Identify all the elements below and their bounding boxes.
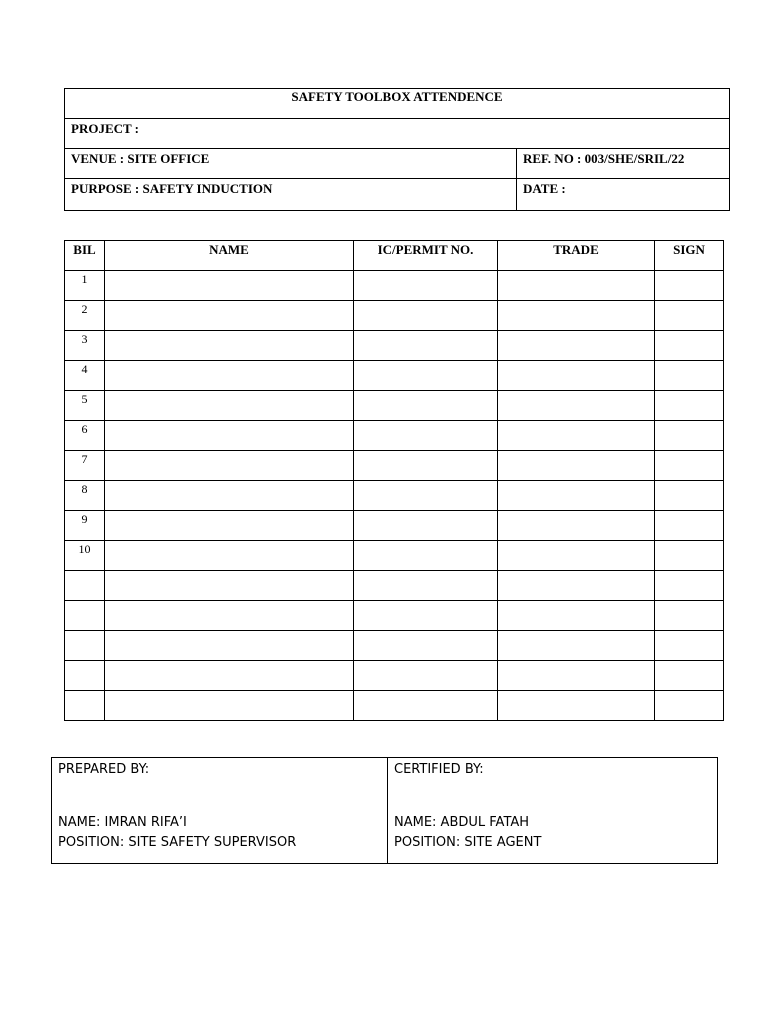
ic-permit-cell bbox=[354, 301, 498, 331]
bil-cell: 4 bbox=[65, 361, 105, 391]
sign-cell bbox=[655, 571, 724, 601]
sign-cell bbox=[655, 361, 724, 391]
trade-cell bbox=[498, 391, 655, 421]
name-cell bbox=[105, 541, 354, 571]
trade-cell bbox=[498, 451, 655, 481]
sign-cell bbox=[655, 391, 724, 421]
table-row bbox=[65, 661, 724, 691]
ic-permit-cell bbox=[354, 271, 498, 301]
column-header-trade: TRADE bbox=[498, 241, 655, 271]
column-header-name: NAME bbox=[105, 241, 354, 271]
bil-cell bbox=[65, 571, 105, 601]
sign-cell bbox=[655, 271, 724, 301]
table-row bbox=[65, 601, 724, 631]
ic-permit-cell bbox=[354, 511, 498, 541]
name-cell bbox=[105, 571, 354, 601]
table-row bbox=[65, 331, 724, 361]
sign-cell bbox=[655, 481, 724, 511]
trade-cell bbox=[498, 331, 655, 361]
ic-permit-cell bbox=[354, 631, 498, 661]
table-row bbox=[65, 421, 724, 451]
bil-cell: 2 bbox=[65, 301, 105, 331]
name-cell bbox=[105, 271, 354, 301]
prepared-by-position: POSITION: SITE SAFETY SUPERVISOR bbox=[58, 835, 297, 850]
bil-cell bbox=[65, 601, 105, 631]
certified-by-position: POSITION: SITE AGENT bbox=[394, 835, 542, 850]
ic-permit-cell bbox=[354, 661, 498, 691]
bil-cell: 8 bbox=[65, 481, 105, 511]
table-row bbox=[65, 301, 724, 331]
ic-permit-cell bbox=[354, 331, 498, 361]
project-field: PROJECT : bbox=[71, 121, 140, 136]
sign-cell bbox=[655, 691, 724, 721]
trade-cell bbox=[498, 511, 655, 541]
ic-permit-cell bbox=[354, 601, 498, 631]
name-cell bbox=[105, 421, 354, 451]
name-cell bbox=[105, 391, 354, 421]
bil-cell: 6 bbox=[65, 421, 105, 451]
purpose-row bbox=[65, 179, 729, 210]
bil-cell bbox=[65, 661, 105, 691]
table-row bbox=[65, 271, 724, 301]
sign-cell bbox=[655, 631, 724, 661]
column-header-sign: SIGN bbox=[655, 241, 724, 271]
date-field: DATE : bbox=[523, 181, 566, 196]
name-cell bbox=[105, 691, 354, 721]
certified-by-name: NAME: ABDUL FATAH bbox=[394, 815, 530, 830]
bil-cell: 3 bbox=[65, 331, 105, 361]
trade-cell bbox=[498, 631, 655, 661]
name-cell bbox=[105, 451, 354, 481]
prepared-by-heading: PREPARED BY: bbox=[58, 762, 150, 777]
form-title: SAFETY TOOLBOX ATTENDENCE bbox=[291, 89, 503, 104]
name-cell bbox=[105, 361, 354, 391]
table-row bbox=[65, 481, 724, 511]
trade-cell bbox=[498, 691, 655, 721]
bil-cell: 7 bbox=[65, 451, 105, 481]
ic-permit-cell bbox=[354, 481, 498, 511]
prepared-by-name: NAME: IMRAN RIFA’I bbox=[58, 815, 187, 830]
ic-permit-cell bbox=[354, 361, 498, 391]
bil-cell bbox=[65, 631, 105, 661]
bil-cell: 10 bbox=[65, 541, 105, 571]
ic-permit-cell bbox=[354, 391, 498, 421]
bil-cell bbox=[65, 691, 105, 721]
certified-by-heading: CERTIFIED BY: bbox=[394, 762, 484, 777]
trade-cell bbox=[498, 481, 655, 511]
purpose-field: PURPOSE : SAFETY INDUCTION bbox=[65, 179, 517, 210]
prepared-by-section bbox=[52, 758, 388, 863]
trade-cell bbox=[498, 661, 655, 691]
sign-cell bbox=[655, 601, 724, 631]
name-cell bbox=[105, 631, 354, 661]
sign-cell bbox=[655, 331, 724, 361]
ic-permit-cell bbox=[354, 571, 498, 601]
form-header bbox=[64, 88, 730, 211]
table-row bbox=[65, 631, 724, 661]
certified-by-section bbox=[388, 758, 717, 863]
column-header-bil: BIL bbox=[65, 241, 105, 271]
sign-cell bbox=[655, 511, 724, 541]
trade-cell bbox=[498, 601, 655, 631]
ic-permit-cell bbox=[354, 421, 498, 451]
table-row bbox=[65, 691, 724, 721]
sign-cell bbox=[655, 541, 724, 571]
bil-cell: 5 bbox=[65, 391, 105, 421]
sign-cell bbox=[655, 451, 724, 481]
table-row bbox=[65, 361, 724, 391]
venue-row bbox=[65, 149, 729, 179]
sign-cell bbox=[655, 661, 724, 691]
ic-permit-cell bbox=[354, 691, 498, 721]
trade-cell bbox=[498, 541, 655, 571]
bil-cell: 9 bbox=[65, 511, 105, 541]
name-cell bbox=[105, 331, 354, 361]
venue-field: VENUE : SITE OFFICE bbox=[65, 149, 517, 178]
table-row bbox=[65, 451, 724, 481]
trade-cell bbox=[498, 571, 655, 601]
project-row bbox=[65, 119, 729, 149]
column-header-ic-permit: IC/PERMIT NO. bbox=[354, 241, 498, 271]
table-row bbox=[65, 511, 724, 541]
ref-no-field: REF. NO : 003/SHE/SRIL/22 bbox=[523, 151, 685, 166]
trade-cell bbox=[498, 271, 655, 301]
ic-permit-cell bbox=[354, 451, 498, 481]
bil-cell: 1 bbox=[65, 271, 105, 301]
name-cell bbox=[105, 661, 354, 691]
attendance-table bbox=[64, 240, 724, 721]
table-row bbox=[65, 541, 724, 571]
attendance-header-row bbox=[65, 241, 724, 271]
name-cell bbox=[105, 301, 354, 331]
trade-cell bbox=[498, 421, 655, 451]
sign-cell bbox=[655, 301, 724, 331]
name-cell bbox=[105, 601, 354, 631]
signoff-block bbox=[51, 757, 718, 864]
table-row bbox=[65, 391, 724, 421]
name-cell bbox=[105, 481, 354, 511]
ic-permit-cell bbox=[354, 541, 498, 571]
sign-cell bbox=[655, 421, 724, 451]
trade-cell bbox=[498, 361, 655, 391]
trade-cell bbox=[498, 301, 655, 331]
form-title-row bbox=[65, 89, 729, 119]
name-cell bbox=[105, 511, 354, 541]
table-row bbox=[65, 571, 724, 601]
